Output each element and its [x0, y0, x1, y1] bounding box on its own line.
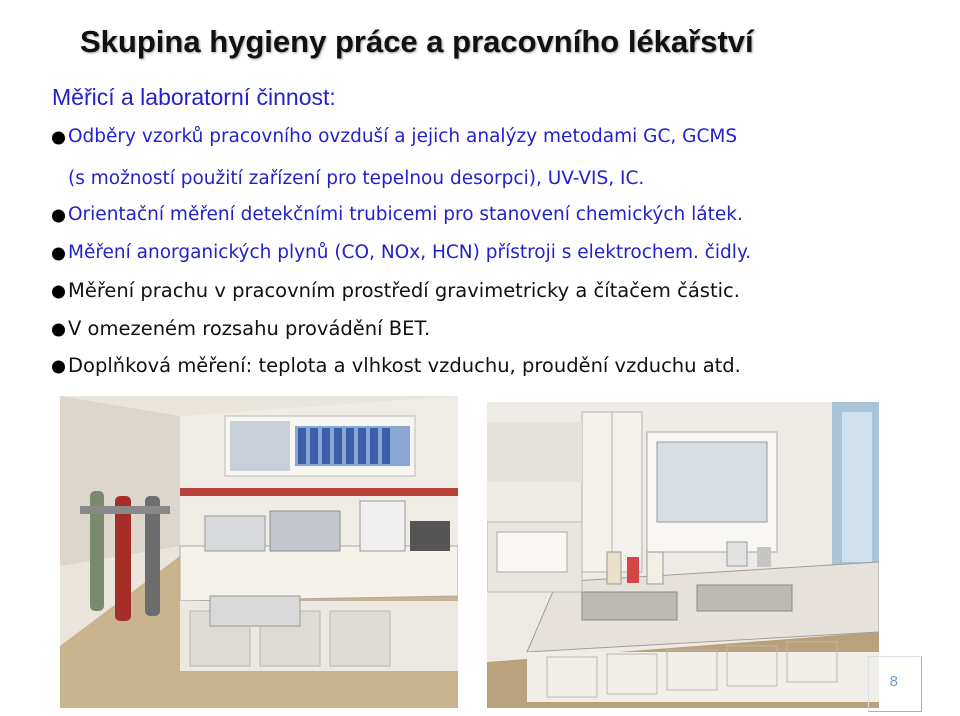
bullet-text: Orientační měření detekčními trubicemi pro stanovení chemických látek. — [68, 204, 743, 225]
slide-subtitle: Měřicí a laboratorní činnost: — [52, 84, 336, 110]
bullet-dot-icon — [52, 361, 65, 374]
page-number: 8 — [889, 673, 898, 690]
bullet-text: V omezeném rozsahu provádění BET. — [68, 317, 431, 340]
lab-photo-right — [487, 402, 879, 708]
bullet-dot-icon — [52, 286, 65, 299]
bullet-dot-icon — [52, 210, 65, 223]
bullet-text: Měření prachu v pracovním prostředí gravimetricky a čítačem částic. — [68, 279, 740, 302]
bullet-dot-icon — [52, 324, 65, 337]
slide-title: Skupina hygieny práce a pracovního lékařství — [80, 24, 754, 59]
bullet-text: Doplňková měření: teplota a vlhkost vzduchu, proudění vzduchu atd. — [68, 354, 741, 377]
bullet-dot-icon — [52, 248, 65, 261]
bullet-text: Měření anorganických plynů (CO, NOx, HCN) přístroji s elektrochem. čidly. — [68, 242, 752, 263]
lab-room-image — [60, 396, 458, 708]
lab-benches-image — [487, 402, 879, 708]
lab-photo-left — [60, 396, 458, 708]
bullet-text: (s možností použití zařízení pro tepelnou desorpci), UV-VIS, IC. — [68, 168, 645, 189]
bullet-text: Odběry vzorků pracovního ovzduší a jejich analýzy metodami GC, GCMS — [68, 126, 738, 147]
bullet-dot-icon — [52, 132, 65, 145]
